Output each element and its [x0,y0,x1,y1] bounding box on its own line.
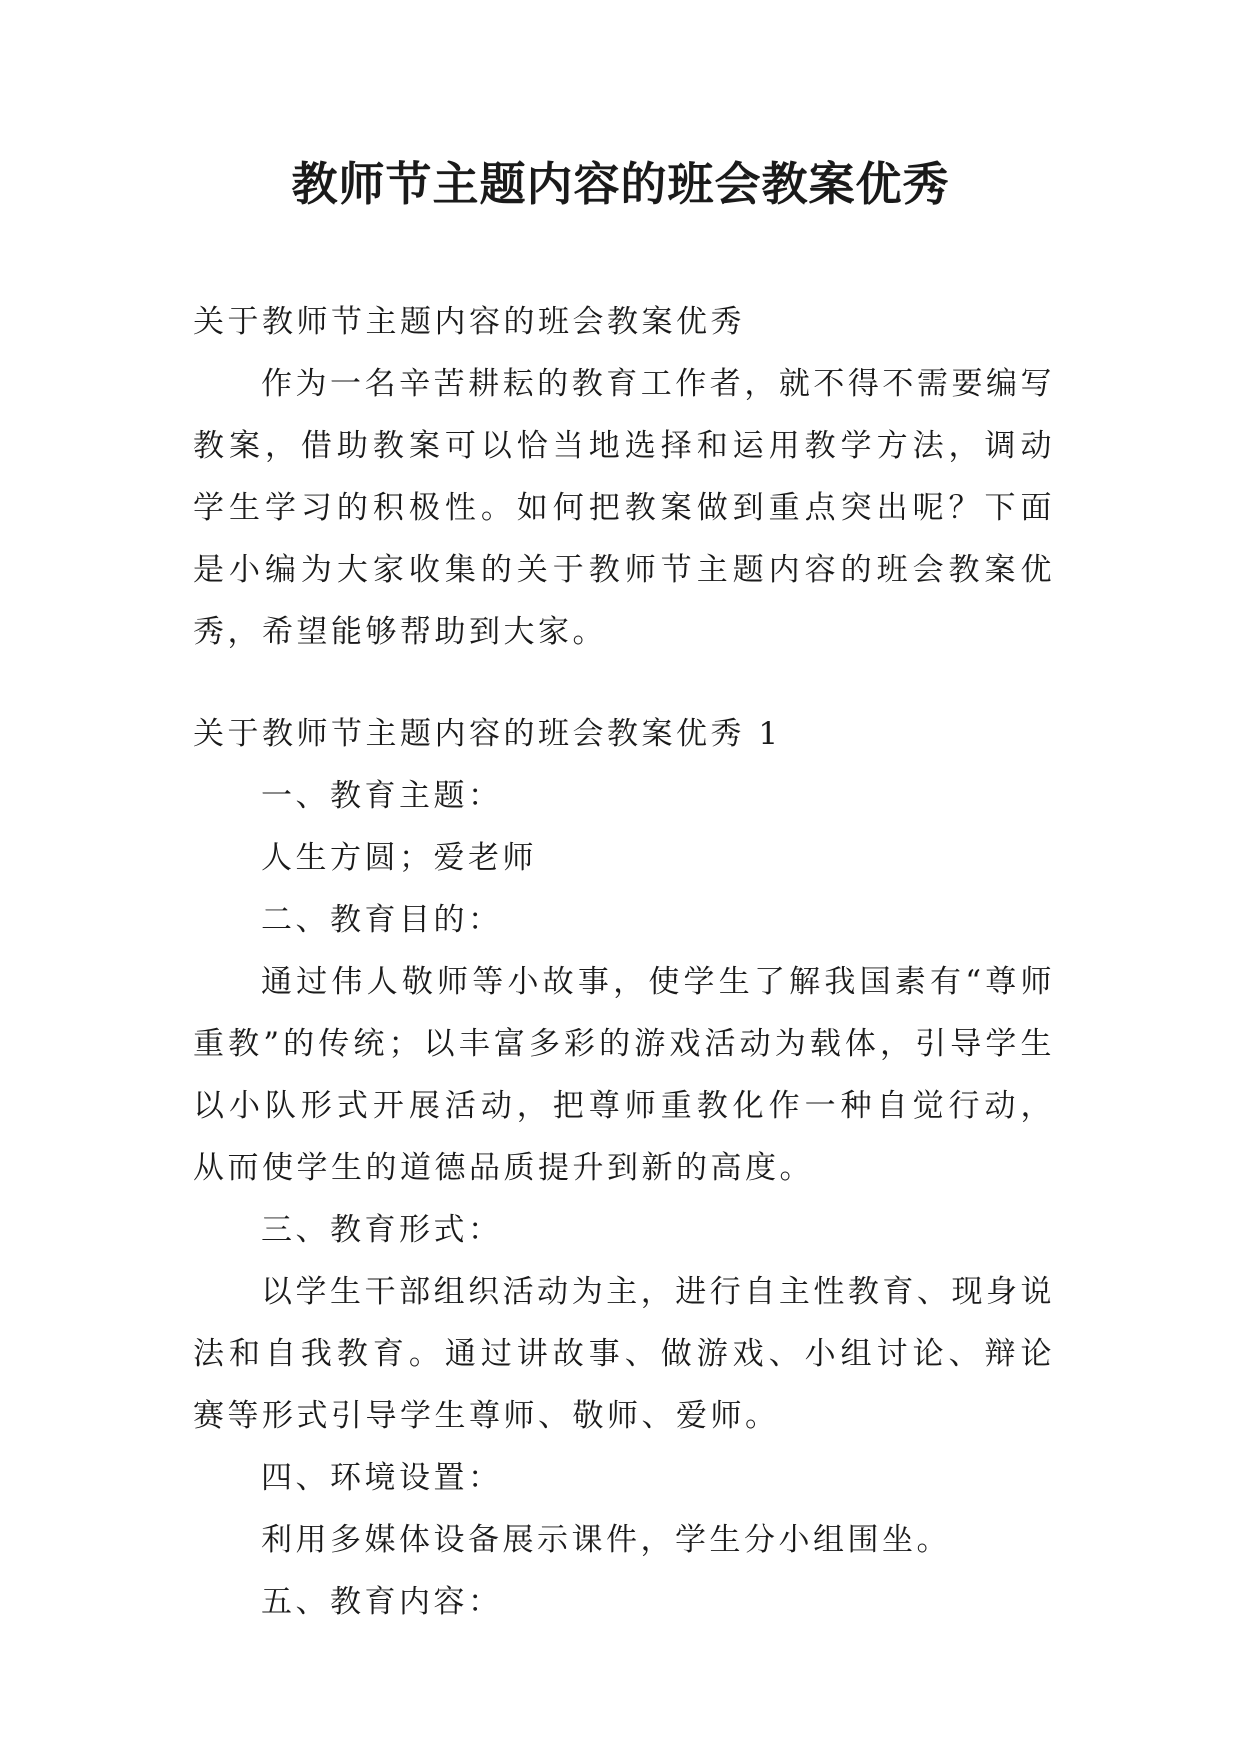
intro-paragraph: 作为一名辛苦耕耘的教育工作者，就不得不需要编写教案，借助教案可以恰当地选择和运用教学方法，调动学生学习的积极性。如何把教案做到重点突出呢？下面是小编为大家收集的关于教师节主题内容的班会教案优秀，希望能够帮助到大家。 [193,366,1055,650]
section-1-block [193,703,1055,1633]
document-title: 教师节主题内容的班会教案优秀 [291,157,950,211]
section-1-heading: 关于教师节主题内容的班会教案优秀 1 [193,716,782,752]
section-item-education-theme: 人生方圆；爱老师 [261,840,537,876]
intro-block [193,291,1055,663]
section-item-education-theme-heading: 一、教育主题： [261,778,503,814]
section-item-education-content-heading: 五、教育内容： [261,1584,503,1620]
intro-heading: 关于教师节主题内容的班会教案优秀 [193,304,745,340]
section-item-education-purpose: 通过伟人敬师等小故事，使学生了解我国素有“尊师重教”的传统；以丰富多彩的游戏活动为载体，引导学生以小队形式开展活动，把尊师重教化作一种自觉行动，从而使学生的道德品质提升到新的高度。 [193,964,1055,1186]
section-item-education-form-heading: 三、教育形式： [261,1212,503,1248]
section-item-education-purpose-heading: 二、教育目的： [261,902,503,938]
section-item-education-form: 以学生干部组织活动为主，进行自主性教育、现身说法和自我教育。通过讲故事、做游戏、小组讨论、辩论赛等形式引导学生尊师、敬师、爱师。 [193,1274,1055,1434]
section-item-environment-heading: 四、环境设置： [261,1460,503,1496]
section-item-environment: 利用多媒体设备展示课件，学生分小组围坐。 [261,1522,951,1558]
